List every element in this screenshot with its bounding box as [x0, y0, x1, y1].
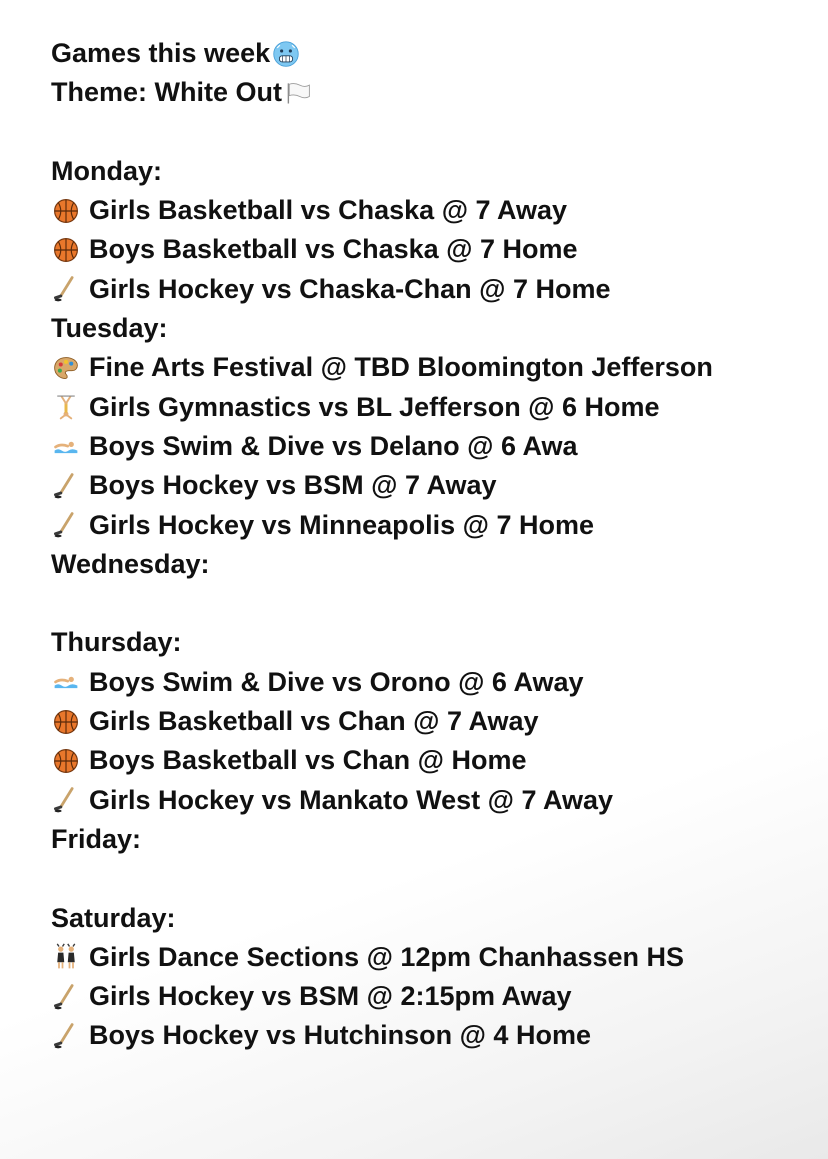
event-text: Girls Hockey vs Minneapolis @ 7 Home	[89, 509, 594, 540]
day-heading	[51, 152, 811, 191]
freezing-face-icon	[271, 39, 301, 69]
event-text: Boys Swim & Dive vs Delano @ 6 Awa	[89, 430, 578, 461]
blank-line	[51, 859, 811, 898]
basketball-icon	[51, 235, 81, 265]
schedule-note	[51, 34, 811, 1056]
event-item	[51, 702, 811, 741]
basketball-icon	[51, 746, 81, 776]
event-item	[51, 663, 811, 702]
event-item	[51, 348, 811, 387]
event-item	[51, 466, 811, 505]
event-item	[51, 230, 811, 269]
day-label: Monday:	[51, 155, 162, 186]
artist-palette-icon	[51, 353, 81, 383]
event-item	[51, 388, 811, 427]
theme-text: Theme: White Out	[51, 77, 282, 108]
event-text: Boys Hockey vs Hutchinson @ 4 Home	[89, 1020, 591, 1051]
hockey-stick-icon	[51, 785, 81, 815]
day-label: Friday:	[51, 823, 142, 854]
event-item	[51, 270, 811, 309]
event-item	[51, 191, 811, 230]
event-text: Fine Arts Festival @ TBD Bloomington Jefferson	[89, 352, 713, 383]
day-heading	[51, 623, 811, 662]
event-text: Girls Gymnastics vs BL Jefferson @ 6 Home	[89, 391, 660, 422]
event-text: Girls Hockey vs Mankato West @ 7 Away	[89, 784, 614, 815]
theme-line	[51, 73, 811, 112]
blank-line	[51, 584, 811, 623]
event-text: Boys Basketball vs Chan @ Home	[89, 745, 527, 776]
event-item	[51, 1016, 811, 1055]
hockey-stick-icon	[51, 982, 81, 1012]
event-text: Girls Basketball vs Chaska @ 7 Away	[89, 195, 568, 226]
event-text: Boys Swim & Dive vs Orono @ 6 Away	[89, 666, 584, 697]
basketball-icon	[51, 196, 81, 226]
basketball-icon	[51, 707, 81, 737]
gymnast-icon	[51, 392, 81, 422]
hockey-stick-icon	[51, 510, 81, 540]
event-text: Girls Dance Sections @ 12pm Chanhassen HS	[89, 941, 685, 972]
swimmer-icon	[51, 432, 81, 462]
day-label: Tuesday:	[51, 313, 168, 344]
day-heading	[51, 899, 811, 938]
swimmer-icon	[51, 667, 81, 697]
event-text: Boys Hockey vs BSM @ 7 Away	[89, 470, 497, 501]
event-text: Girls Hockey vs BSM @ 2:15pm Away	[89, 981, 572, 1012]
event-item	[51, 977, 811, 1016]
day-heading	[51, 545, 811, 584]
note-title-text: Games this week	[51, 38, 271, 68]
blank-line	[51, 113, 811, 152]
weekly-schedule	[51, 113, 811, 1056]
day-label: Wednesday:	[51, 548, 210, 579]
hockey-stick-icon	[51, 471, 81, 501]
event-item	[51, 781, 811, 820]
white-flag-icon	[283, 78, 313, 108]
day-label: Thursday:	[51, 627, 182, 658]
event-item	[51, 427, 811, 466]
day-heading	[51, 820, 811, 859]
dancers-icon	[51, 942, 81, 972]
event-text: Girls Basketball vs Chan @ 7 Away	[89, 706, 539, 737]
event-text: Boys Basketball vs Chaska @ 7 Home	[89, 234, 578, 265]
day-label: Saturday:	[51, 902, 176, 933]
event-text: Girls Hockey vs Chaska-Chan @ 7 Home	[89, 273, 611, 304]
event-item	[51, 506, 811, 545]
event-item	[51, 938, 811, 977]
hockey-stick-icon	[51, 274, 81, 304]
note-title	[51, 34, 811, 73]
event-item	[51, 741, 811, 780]
hockey-stick-icon	[51, 1021, 81, 1051]
day-heading	[51, 309, 811, 348]
